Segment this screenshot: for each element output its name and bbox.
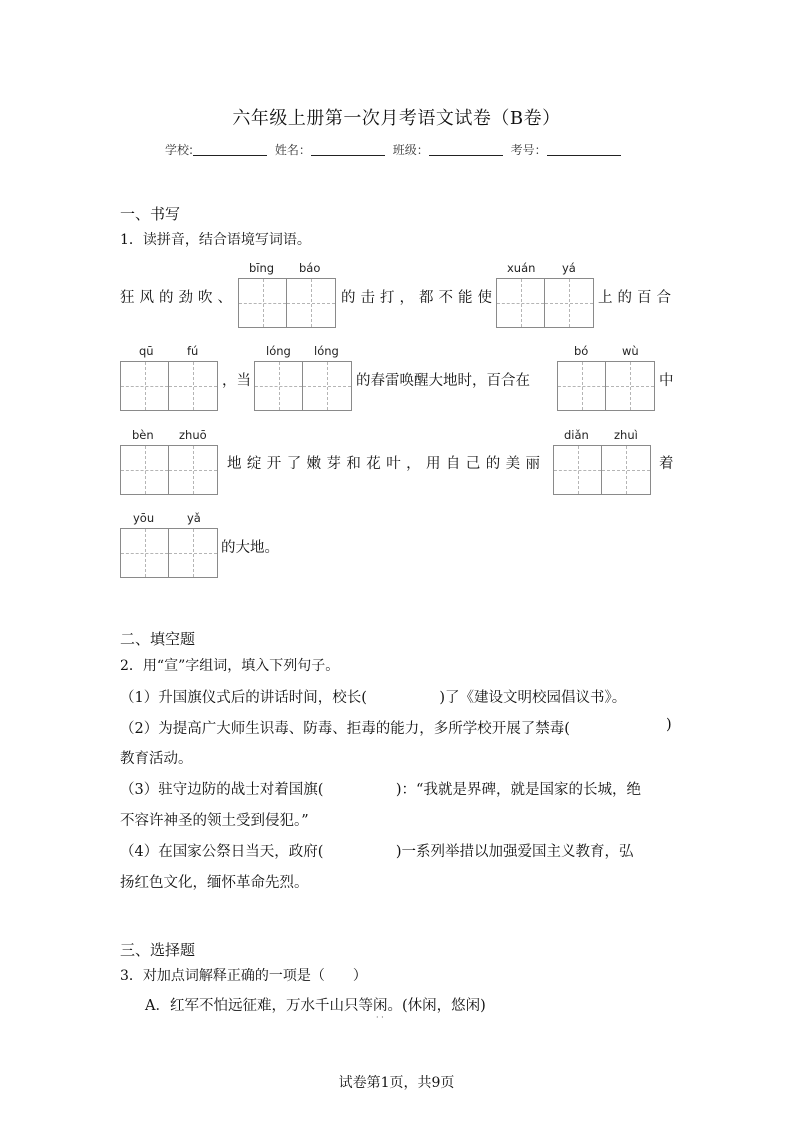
answer-box-qufu[interactable] [120,361,218,411]
name-blank[interactable] [311,143,385,156]
pinyin-long-1: lóng [266,344,291,358]
pinyin-ben: bèn [132,428,154,442]
pinyin-long-2: lóng [314,344,339,358]
pinyin-zhuo: zhuō [179,428,207,442]
row2-text-a: ，当 [222,373,251,389]
q3-option-a: A．红军不怕远征难，万水千山只等闲。(休闲，悠闲) [145,998,486,1014]
answer-box-benzhuo[interactable] [120,445,218,495]
school-blank[interactable] [193,143,267,156]
answer-box-dianzhui[interactable] [553,445,651,495]
question-2: 2．用“宣”字组词，填入下列句子。 [120,658,340,674]
page-title: 六年级上册第一次月考语文试卷（B卷） [232,108,561,129]
q2-item-2-line-a: （2）为提高广大师生识毒、防毒、拒毒的能力，多所学校开展了禁毒( [120,721,570,737]
pinyin-xuan: xuán [507,261,536,275]
row1-text-a: 狂风的劲吹、 [120,290,237,306]
row3-text-b: 着 [659,456,674,472]
q2-item-2-line-b: 教育活动。 [120,751,193,767]
q2-item-2-close-paren: ) [666,717,672,733]
pinyin-fu: fú [187,344,199,358]
row1-text-c: 上的百合 [598,290,676,306]
pinyin-ya: yá [562,261,576,275]
class-label: 班级： [392,143,429,157]
school-label: 学校: [165,143,194,157]
pinyin-dian: diǎn [564,428,589,442]
row3-text-a: 地绽开了嫩芽和花叶，用自己的美丽 [227,456,546,472]
q2-item-3-line-b: 不容许神圣的领土受到侵犯。” [120,813,309,829]
q2-item-1: （1）升国旗仪式后的讲话时间，校长( )了《建设文明校园倡议书》。 [120,690,627,706]
section-heading-writing: 一、书写 [120,205,181,223]
page-number-footer: 试卷第1页，共9页 [338,1075,455,1091]
answer-box-bowu[interactable] [557,361,655,411]
exam-number-blank[interactable] [547,143,621,156]
pinyin-zhui: zhuì [614,428,638,442]
pinyin-bao: báo [299,261,321,275]
pinyin-qu: qū [139,344,154,358]
q2-item-3-line-a: （3）驻守边防的战士对着国旗( )：“我就是界碑，就是国家的长城，绝 [120,782,641,798]
pinyin-wu: wù [622,344,639,358]
answer-box-youya[interactable] [120,528,218,578]
answer-box-bingbao[interactable] [238,278,336,328]
pinyin-bo: bó [574,344,589,358]
q2-item-4-line-a: （4）在国家公祭日当天，政府( )一系列举措以加强爱国主义教育，弘 [120,844,634,860]
q2-item-4-line-b: 扬红色文化，缅怀革命先烈。 [120,875,309,891]
exam-number-label: 考号： [510,143,547,157]
emphasis-dot-marks: · · [376,1013,384,1022]
class-blank[interactable] [429,143,503,156]
row2-text-c: 中 [659,373,674,389]
answer-box-xuanya[interactable] [496,278,594,328]
pinyin-ya-2: yǎ [187,511,201,525]
question-3: 3．对加点词解释正确的一项是（ ） [120,968,367,984]
pinyin-bing: bīng [249,261,275,275]
section-heading-fill-blank: 二、填空题 [120,630,196,648]
row4-text-a: 的大地。 [221,540,279,556]
row2-text-b: 的春雷唤醒大地时，百合在 [356,373,530,389]
answer-box-longlong[interactable] [254,361,352,411]
row1-text-b: 的击打，都不能使 [341,290,497,306]
pinyin-you: yōu [133,511,155,525]
student-info-line [165,141,625,158]
section-heading-choice: 三、选择题 [120,941,196,959]
question-1: 1．读拼音，结合语境写词语。 [120,232,311,248]
name-label: 姓名： [274,143,311,157]
